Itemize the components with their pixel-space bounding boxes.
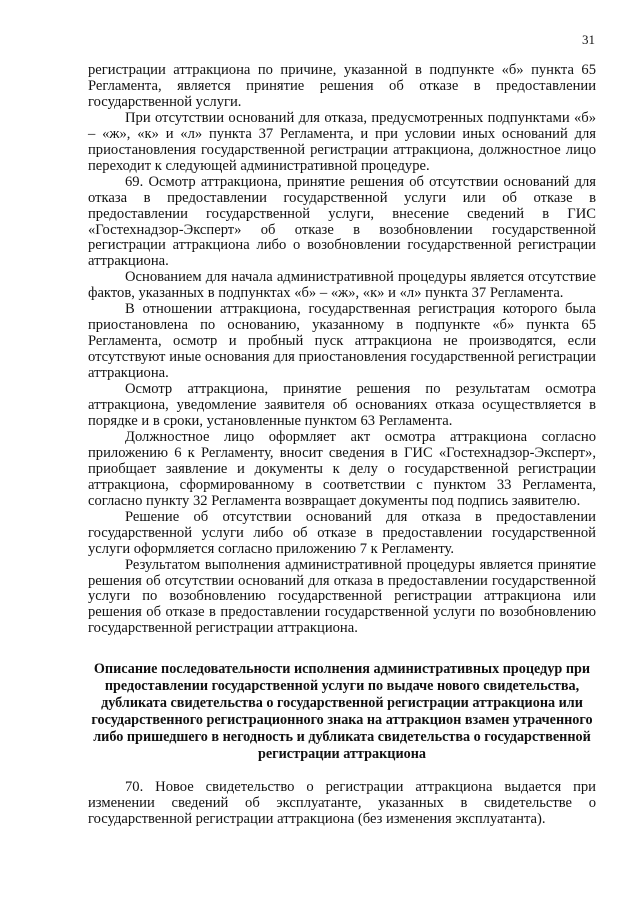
paragraph-item-70: 70. Новое свидетельство о регистрации аттракциона выдается при изменении сведений об эксплуатанте, указанных в свидетельстве о государственной регистрации аттракциона (без изменения эксплуатанта). [88,779,596,828]
section-heading: Описание последовательности исполнения административных процедур при предоставлении государственной услуги по выдаче нового свидетельства, дубликата свидетельства о государственной регистрации аттракциона или государственного регистрационного знака на аттракцион взамен утраченного либо пришедшего в негодность и дубликата свидетельства о государственной регистрации аттракциона [91,661,593,763]
paragraph-inspection-order: Осмотр аттракциона, принятие решения по результатам осмотра аттракциона, уведомление заявителя об основаниях отказа осуществляется в порядке и в сроки, установленные пунктом 63 Регламента. [88,381,596,429]
paragraph-continuation: регистрации аттракциона по причине, указанной в подпункте «б» пункта 65 Регламента, является принятие решения об отказе в предоставлении государственной услуги. [88,62,596,110]
paragraph-basis: Основанием для начала административной процедуры является отсутствие фактов, указанных в подпунктах «б» – «ж», «к» и «л» пункта 37 Регламента. [88,269,596,302]
paragraph-no-grounds: При отсутствии оснований для отказа, предусмотренных подпунктами «б» – «ж», «к» и «л» пункта 37 Регламента, и при условии иных оснований для приостановления государственной регистрации аттракциона, должностное лицо переходит к следующей административной процедуре. [88,109,596,174]
paragraph-official-act: Должностное лицо оформляет акт осмотра аттракциона согласно приложению 6 к Регламенту, вносит сведения в ГИС «Гостехнадзор-Эксперт», приобщает заявление и документы к делу о государственной регистрации аттракциона, сформированному в соответствии с пунктом 33 Регламента, согласно пункту 32 Регламента возвращает документы под подпись заявителю. [88,428,596,509]
document-body [88,63,596,828]
paragraph-suspended-attraction: В отношении аттракциона, государственная регистрация которого была приостановлена по основанию, указанному в подпункте «б» пункта 65 Регламента, осмотр и пробный пуск аттракциона не производятся, если отсутствуют иные основания для приостановления государственной регистрации аттракциона. [88,301,596,382]
paragraph-decision-form: Решение об отсутствии оснований для отказа в предоставлении государственной услуги либо об отказе в предоставлении государственной услуги оформляется согласно приложению 7 к Регламенту. [88,508,596,557]
paragraph-result: Результатом выполнения административной процедуры является принятие решения об отсутствии оснований для отказа в предоставлении государственной услуги по возобновлению государственной регистрации аттракциона или решения об отказе в предоставлении государственной услуги по возобновлению государственной регистрации аттракциона. [88,556,596,637]
paragraph-item-69: 69. Осмотр аттракциона, принятие решения об отсутствии оснований для отказа в предоставлении государственной услуги или об отказе в предоставлении государственной услуги, внесение сведений в ГИС «Гостехнадзор-Эксперт» об отказе в возобновлении государственной регистрации аттракциона либо о возобновлении государственной регистрации аттракциона. [88,173,596,270]
page-number: 31 [582,32,595,47]
